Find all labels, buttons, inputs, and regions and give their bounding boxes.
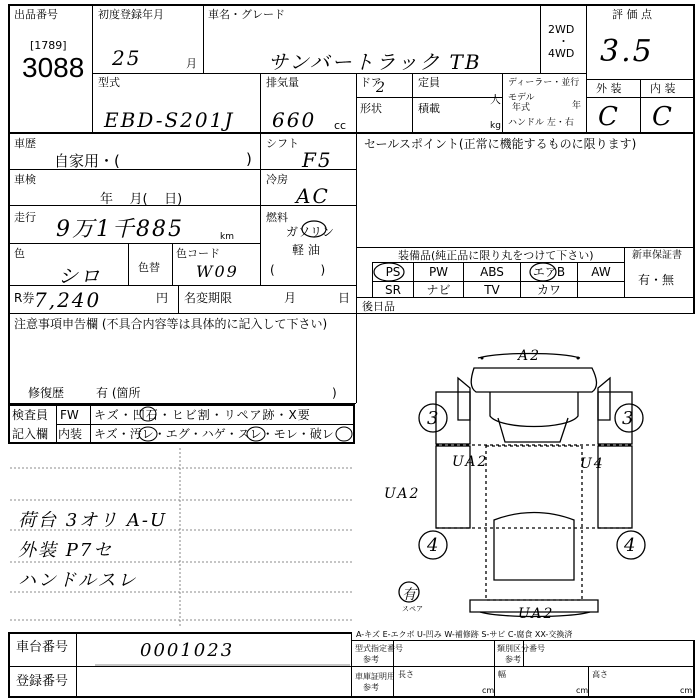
shift-value: F5 <box>302 148 333 172</box>
tire-rear-right: 4 <box>624 535 638 556</box>
door-label: ドア <box>360 76 382 89</box>
exterior-label: 外 装 <box>596 82 622 95</box>
spare-tire-sub: スペア <box>402 605 423 613</box>
color-code-label: 色コード <box>176 247 220 260</box>
cc-unit: cc <box>334 119 347 132</box>
length-unit: cm <box>482 686 495 695</box>
color-label: 色 <box>14 247 25 260</box>
height-unit: cm <box>680 686 693 695</box>
garage-cert-ref: 参考 <box>363 683 379 692</box>
diagram-right-panel-mark: U4 <box>580 456 605 472</box>
category-number-label: 類別区分番号 <box>497 644 545 653</box>
car-name-label: 車名・グレード <box>208 8 285 21</box>
tire-rear-left: 4 <box>427 535 441 556</box>
chassis-value: 0001023 <box>140 640 235 661</box>
equip-airbag: エアB <box>532 265 566 279</box>
year-label: 年式 <box>512 103 531 113</box>
drive-4wd: 4WD <box>548 47 575 60</box>
equip-pw: PW <box>428 265 449 279</box>
garage-cert-label: 車庫証明用 <box>355 672 395 681</box>
kg-unit: kg <box>490 121 501 131</box>
first-registration-year: 25 <box>112 46 142 70</box>
sales-point-label: セールスポイント(正常に機能するものに限ります) <box>364 137 637 151</box>
person-unit: 人 <box>490 93 501 106</box>
handwritten-note-2: 外装 P7セ <box>18 540 114 561</box>
fuel-diesel: 軽 油 <box>292 243 320 257</box>
inspector-label-1: 検査員 <box>12 408 49 422</box>
inspector-fw-items: キズ・凹石・ヒビ割・リペア跡・X要 <box>94 408 311 422</box>
inspector-interior-items: キズ・汚レ・エグ・ハゲ・スレ・モレ・破レ <box>94 427 334 441</box>
lot-number-label: 出品番号 <box>14 8 58 21</box>
fuel-label: 燃料 <box>266 211 288 224</box>
first-registration-label: 初度登録年月 <box>98 8 164 21</box>
registration-number-label: 登録番号 <box>16 674 69 689</box>
height-label: 高さ <box>592 670 608 679</box>
diagram-top-mark: A2 <box>518 348 542 364</box>
drive-separator: ・ <box>558 35 569 48</box>
car-name: サンバートラック TB <box>268 50 482 74</box>
handwritten-note-3: ハンドルスレ <box>18 570 138 591</box>
damage-legend: A-キズ E-エクボ U-凹み W-補修跡 S-サビ C-腐食 XX-交換済 <box>356 630 573 639</box>
chassis-label: 車台番号 <box>16 640 69 655</box>
shape-label: 形状 <box>360 102 382 115</box>
inspection-value: 年 月( 日) <box>100 192 183 207</box>
color-value: シロ <box>58 264 102 288</box>
warranty-label: 新車保証書 <box>632 250 682 261</box>
load-label: 積載 <box>418 102 440 115</box>
ac-label: 冷房 <box>266 173 288 186</box>
displacement-value: 660 <box>272 108 317 132</box>
recycle-value: 7,240 <box>34 288 102 312</box>
model-value: EBD-S201J <box>104 108 235 132</box>
equip-sr: SR <box>385 283 401 297</box>
width-unit: cm <box>576 686 589 695</box>
history-value: 自家用・( <box>54 152 120 170</box>
drive-2wd: 2WD <box>548 23 575 36</box>
repair-history-label: 修復歴 <box>28 386 65 400</box>
tire-front-left: 3 <box>427 408 441 429</box>
door-value: 2 <box>376 80 387 96</box>
displacement-label: 排気量 <box>266 76 299 89</box>
recycle-label: R券 <box>14 291 35 305</box>
repair-history-close: ) <box>332 386 337 400</box>
car-diagram <box>436 354 632 617</box>
equip-aw: AW <box>591 265 611 279</box>
repair-history-value: 有 (箇所 <box>96 386 141 400</box>
yen-unit: 円 <box>156 291 169 305</box>
diagram-left-mark: UA2 <box>384 486 421 502</box>
equip-ps: PS <box>385 265 401 279</box>
handwritten-note-1: 荷台 3オリ A-U <box>18 510 168 531</box>
length-label: 長さ <box>398 670 414 679</box>
spare-tire-mark: 有 <box>402 587 418 603</box>
equip-leather: カワ <box>536 283 561 297</box>
handle-label: ハンドル 左・右 <box>508 118 574 128</box>
lot-number: 3088 <box>22 52 85 83</box>
warranty-value: 有・無 <box>638 273 675 287</box>
notes-label: 注意事項申告欄 (不具合内容等は具体的に記入して下さい) <box>14 317 328 331</box>
tire-front-right: 3 <box>622 408 636 429</box>
later-documents-label: 後日品 <box>362 300 395 313</box>
mileage-value: 9万1千885 <box>56 217 184 242</box>
history-close-paren: ) <box>246 150 252 168</box>
capacity-label: 定員 <box>418 76 440 89</box>
fuel-gasoline: ガソリン <box>286 225 335 239</box>
inspection-label: 車検 <box>14 173 36 186</box>
history-label: 車歴 <box>14 137 36 150</box>
fuel-other: ( ) <box>270 263 326 277</box>
lot-reference: [1789] <box>30 39 67 52</box>
structure-number-label: 型式指定番号 <box>355 644 403 653</box>
name-change-month: 月 <box>284 291 297 305</box>
inspector-label-2: 記入欄 <box>12 427 49 441</box>
equip-abs: ABS <box>480 265 504 279</box>
year-unit: 年 <box>572 101 582 111</box>
structure-ref-label: 参考 <box>363 655 379 664</box>
ac-value: AC <box>296 184 330 208</box>
width-label: 幅 <box>498 670 506 679</box>
inspector-fw: FW <box>60 408 79 422</box>
color-code-value: W09 <box>196 262 239 281</box>
equip-navi: ナビ <box>426 283 451 297</box>
equipment-label: 装備品(純正品に限り丸をつけて下さい) <box>398 249 594 262</box>
inspector-interior: 内装 <box>58 427 83 441</box>
evaluation-score: 3.5 <box>600 34 654 69</box>
name-change-label: 名変期限 <box>184 291 233 305</box>
model-label: 型式 <box>98 76 120 89</box>
name-change-day: 日 <box>338 291 351 305</box>
dealer-label: ディーラー・並行 <box>508 78 580 88</box>
interior-grade: C <box>652 102 674 132</box>
interior-label: 内 装 <box>650 82 676 95</box>
evaluation-label: 評 価 点 <box>612 8 652 21</box>
equip-tv: TV <box>484 283 500 297</box>
km-unit: km <box>220 232 234 242</box>
shift-label: シフト <box>266 137 299 150</box>
model-year-label: モデル <box>508 93 535 103</box>
diagram-bottom-mark: UA2 <box>518 606 555 622</box>
category-ref-label: 参考 <box>505 655 521 664</box>
month-unit: 月 <box>186 57 197 70</box>
exterior-grade: C <box>598 102 620 132</box>
diagram-left-panel-mark: UA2 <box>452 454 489 470</box>
color-change-label: 色替 <box>138 261 160 274</box>
mileage-label: 走行 <box>14 211 36 224</box>
